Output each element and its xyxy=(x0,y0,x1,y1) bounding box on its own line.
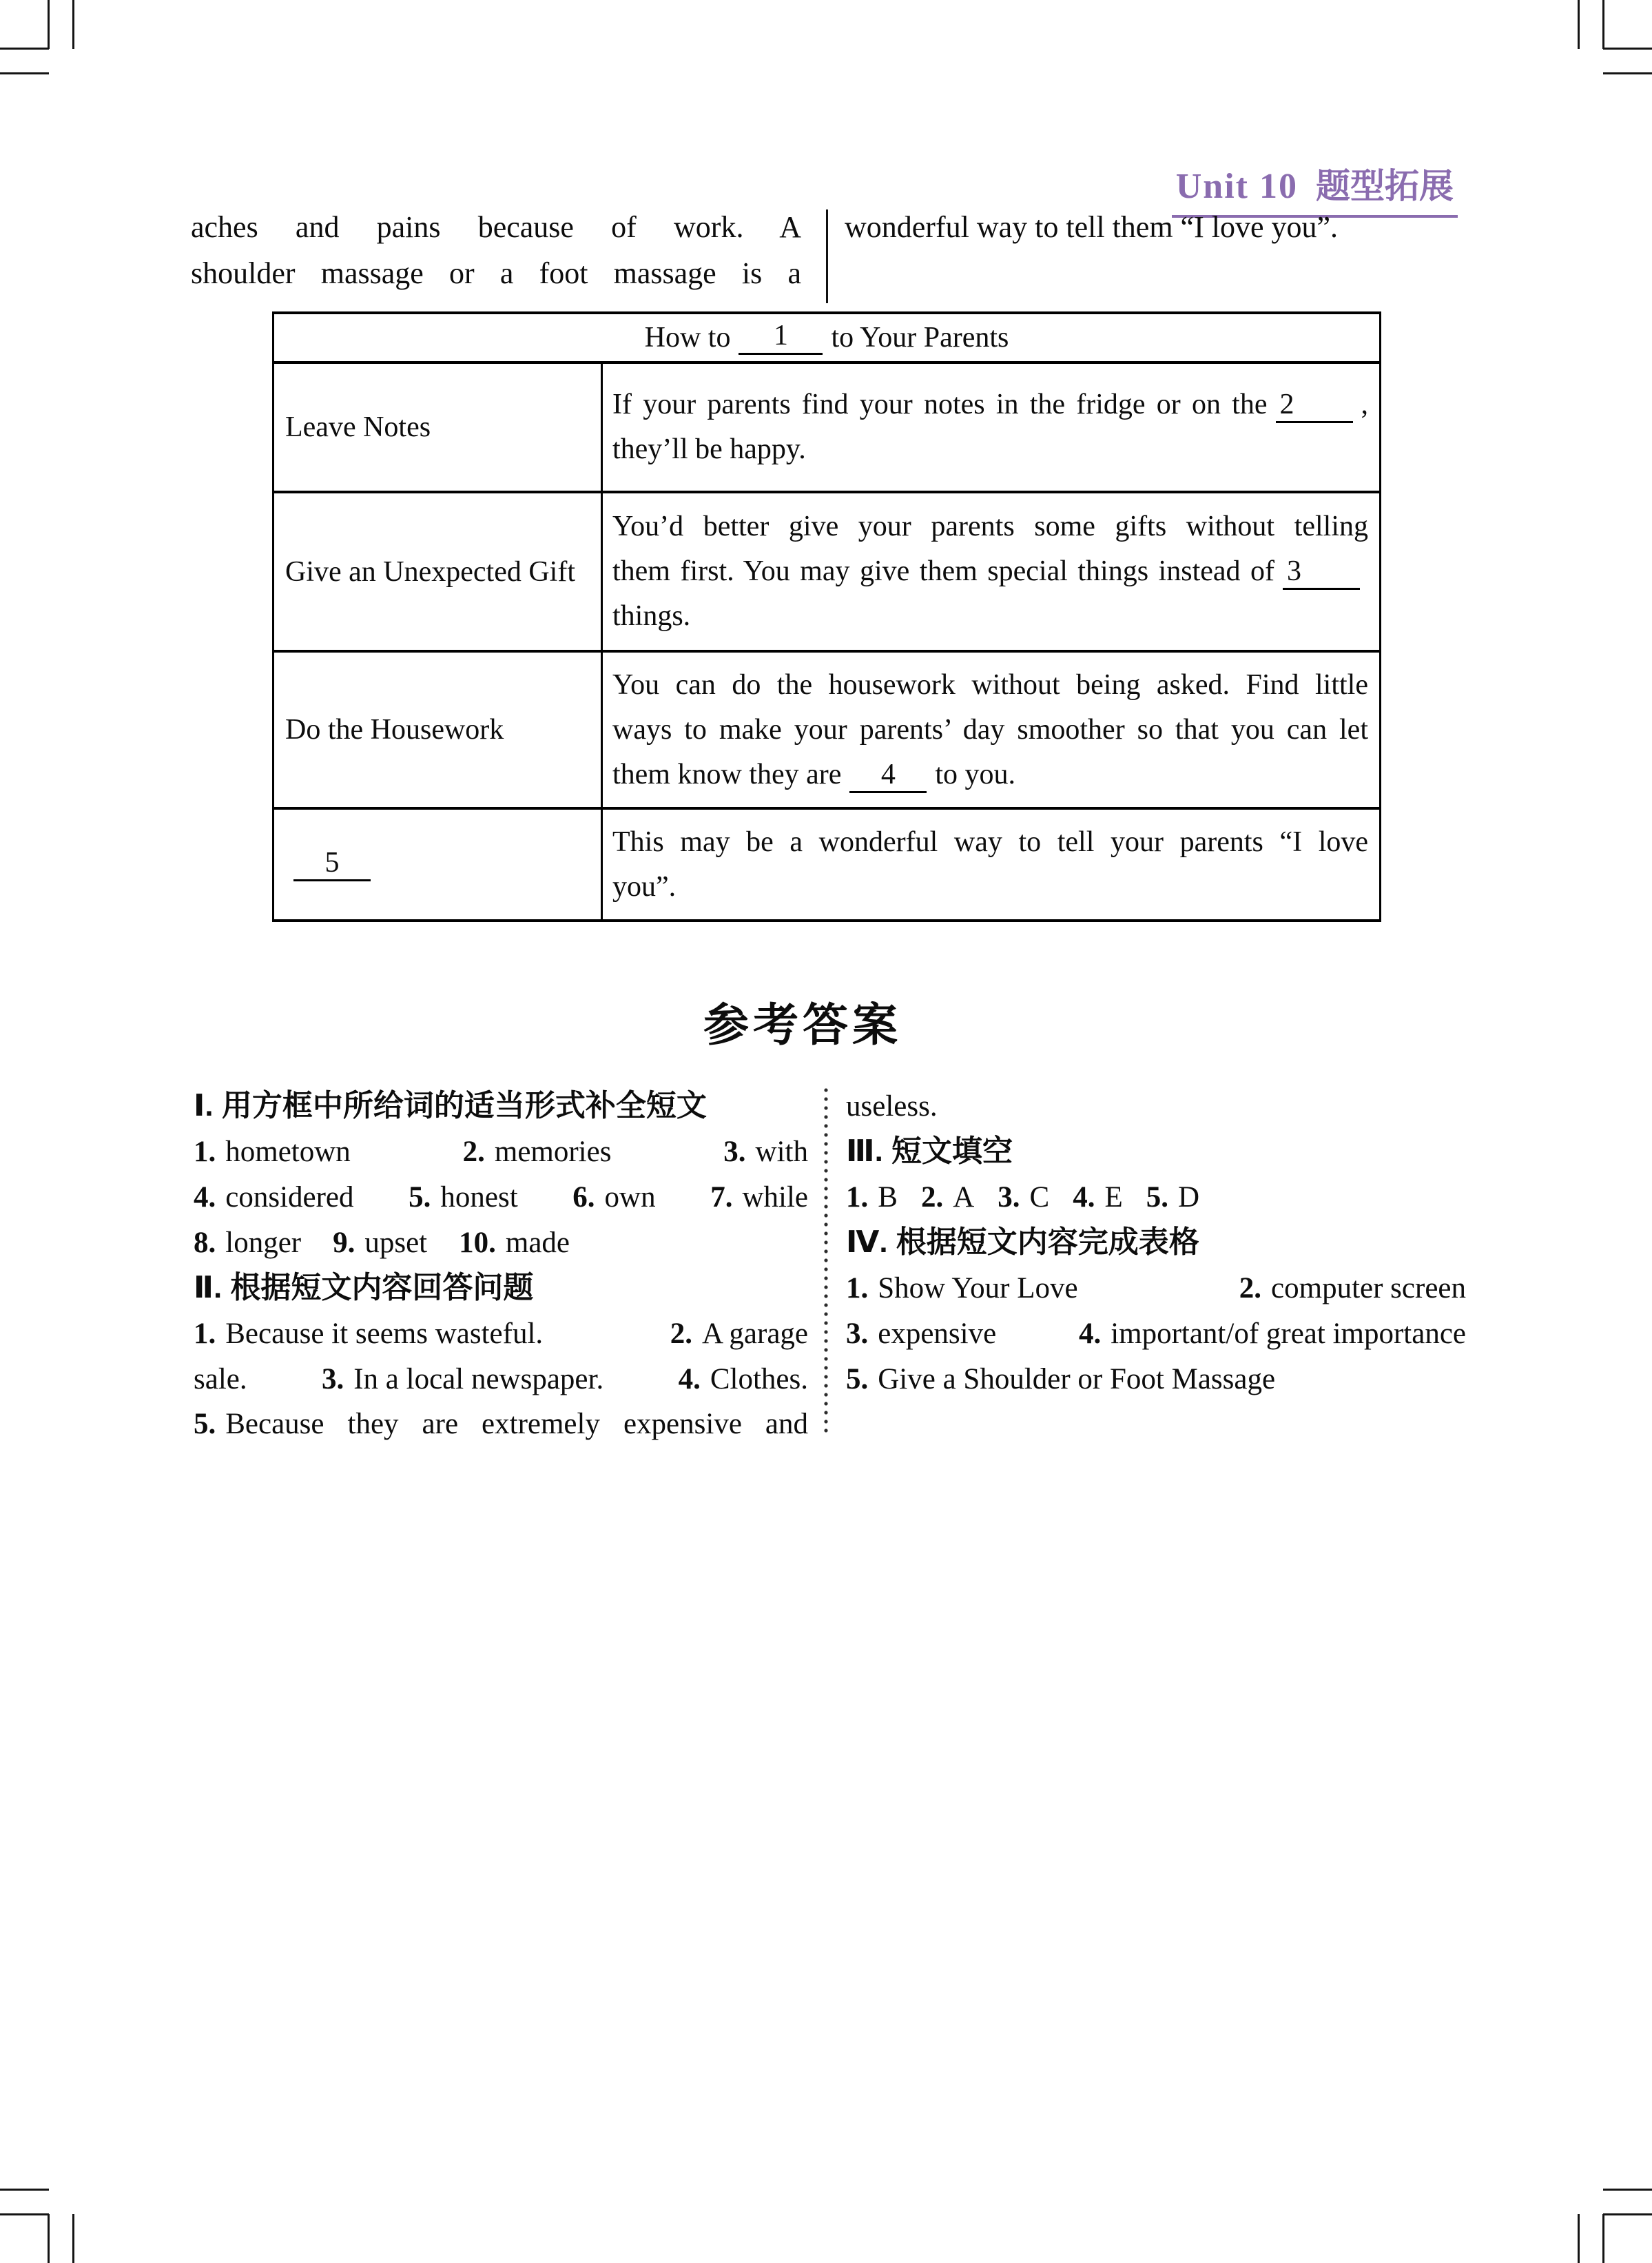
answers-left-column xyxy=(194,1083,808,1447)
content-line: them know they are 4 to you. xyxy=(612,752,1368,797)
section-heading-3: Ⅲ. 短文填空 xyxy=(846,1134,1013,1168)
row-label xyxy=(274,810,603,919)
content-line: them first. You may give them special things instead of 3 xyxy=(612,549,1368,594)
crop-mark-bottom-right xyxy=(1603,2189,1652,2191)
blank-4: 4 xyxy=(849,759,927,793)
row-label-text: Give an Unexpected Gift xyxy=(285,555,576,588)
intro-line: shoulder massage or a foot massage is a xyxy=(191,256,801,290)
crop-mark-top-left xyxy=(0,72,49,74)
table-row xyxy=(274,491,1379,650)
answer-line: 1. B 2. A 3. C 4. E 5. D xyxy=(846,1180,1200,1214)
crop-mark-bottom-right xyxy=(1603,2213,1652,2215)
answer-line: 5. Because they are extremely expensive and xyxy=(194,1408,808,1440)
answer-line: sale. 3. In a local newspaper. 4. Clothes. xyxy=(194,1362,808,1395)
content-line: If your parents find your notes in the fridge or on the 2 , xyxy=(612,382,1368,427)
table-row xyxy=(274,650,1379,807)
content-line: ways to make your parents’ day smoother so that you can let xyxy=(612,713,1368,746)
content-table xyxy=(272,311,1381,922)
crop-mark-bottom-left xyxy=(72,2214,74,2263)
section-heading-2: Ⅱ. 根据短文内容回答问题 xyxy=(194,1271,534,1304)
crop-mark-top-right xyxy=(1578,0,1580,49)
intro-line: wonderful way to tell them “I love you”. xyxy=(845,210,1339,244)
row-label xyxy=(274,653,603,807)
row-label xyxy=(274,493,603,650)
intro-line: aches and pains because of work. A xyxy=(191,210,801,244)
table-title-pre: How to xyxy=(644,322,731,354)
answer-line: 4. considered 5. honest 6. own 7. while xyxy=(194,1180,808,1214)
row-label-text: Leave Notes xyxy=(285,411,431,443)
answer-line: 8. longer 9. upset 10. made xyxy=(194,1226,570,1259)
answers-column-divider xyxy=(824,1087,828,1433)
crop-mark-top-left xyxy=(72,0,74,49)
section-heading-1: Ⅰ. 用方框中所给词的适当形式补全短文 xyxy=(194,1089,707,1123)
content-line: You’d better give your parents some gifts without telling xyxy=(612,511,1368,542)
blank-2: 2 xyxy=(1276,389,1353,423)
crop-mark-bottom-left xyxy=(0,2189,49,2191)
unit-title: 题型拓展 xyxy=(1316,167,1454,205)
crop-mark-top-right xyxy=(1603,48,1652,50)
table-row xyxy=(274,361,1379,491)
table-row xyxy=(274,807,1379,919)
blank-3: 3 xyxy=(1283,556,1360,590)
intro-right-column xyxy=(845,204,1467,250)
answer-line: 5. Give a Shoulder or Foot Massage xyxy=(846,1362,1276,1395)
answer-line: useless. xyxy=(846,1089,938,1123)
content-line: You can do the housework without being asked. Find little xyxy=(612,668,1368,701)
content-line: This may be a wonderful way to tell your parents “I love xyxy=(612,826,1368,858)
crop-mark-top-left xyxy=(0,48,49,50)
row-label xyxy=(274,364,603,491)
answer-line: 1. Show Your Love 2. computer screen xyxy=(846,1271,1466,1304)
crop-mark-bottom-left xyxy=(0,2213,49,2215)
crop-mark-bottom-left xyxy=(48,2214,50,2263)
answer-line: 1. Because it seems wasteful. 2. A garage xyxy=(194,1317,808,1350)
crop-mark-top-right xyxy=(1603,72,1652,74)
answers-right-column xyxy=(846,1083,1466,1402)
row-content xyxy=(603,810,1379,919)
blank-5: 5 xyxy=(293,848,371,881)
blank-1: 1 xyxy=(739,320,823,354)
row-label-text: Do the Housework xyxy=(285,714,504,746)
table-title-post: to Your Parents xyxy=(831,322,1009,354)
crop-mark-top-left xyxy=(48,0,50,49)
section-heading-4: Ⅳ. 根据短文内容完成表格 xyxy=(846,1225,1199,1259)
column-divider-rule xyxy=(826,209,828,303)
answer-line: 1. hometown 2. memories 3. with xyxy=(194,1135,808,1168)
content-line: things. xyxy=(612,600,691,632)
intro-left-column xyxy=(191,204,801,296)
table-header-row xyxy=(274,314,1379,361)
row-content xyxy=(603,493,1379,650)
unit-number: Unit 10 xyxy=(1175,167,1298,206)
crop-mark-top-right xyxy=(1602,0,1604,49)
content-line: you”. xyxy=(612,870,677,903)
row-content xyxy=(603,653,1379,807)
crop-mark-bottom-right xyxy=(1602,2214,1604,2263)
answers-title: 参考答案 xyxy=(703,999,902,1050)
answer-line: 3. expensive 4. important/of great importance xyxy=(846,1317,1466,1350)
crop-mark-bottom-right xyxy=(1578,2214,1580,2263)
content-line: they’ll be happy. xyxy=(612,433,806,465)
row-content xyxy=(603,364,1379,491)
